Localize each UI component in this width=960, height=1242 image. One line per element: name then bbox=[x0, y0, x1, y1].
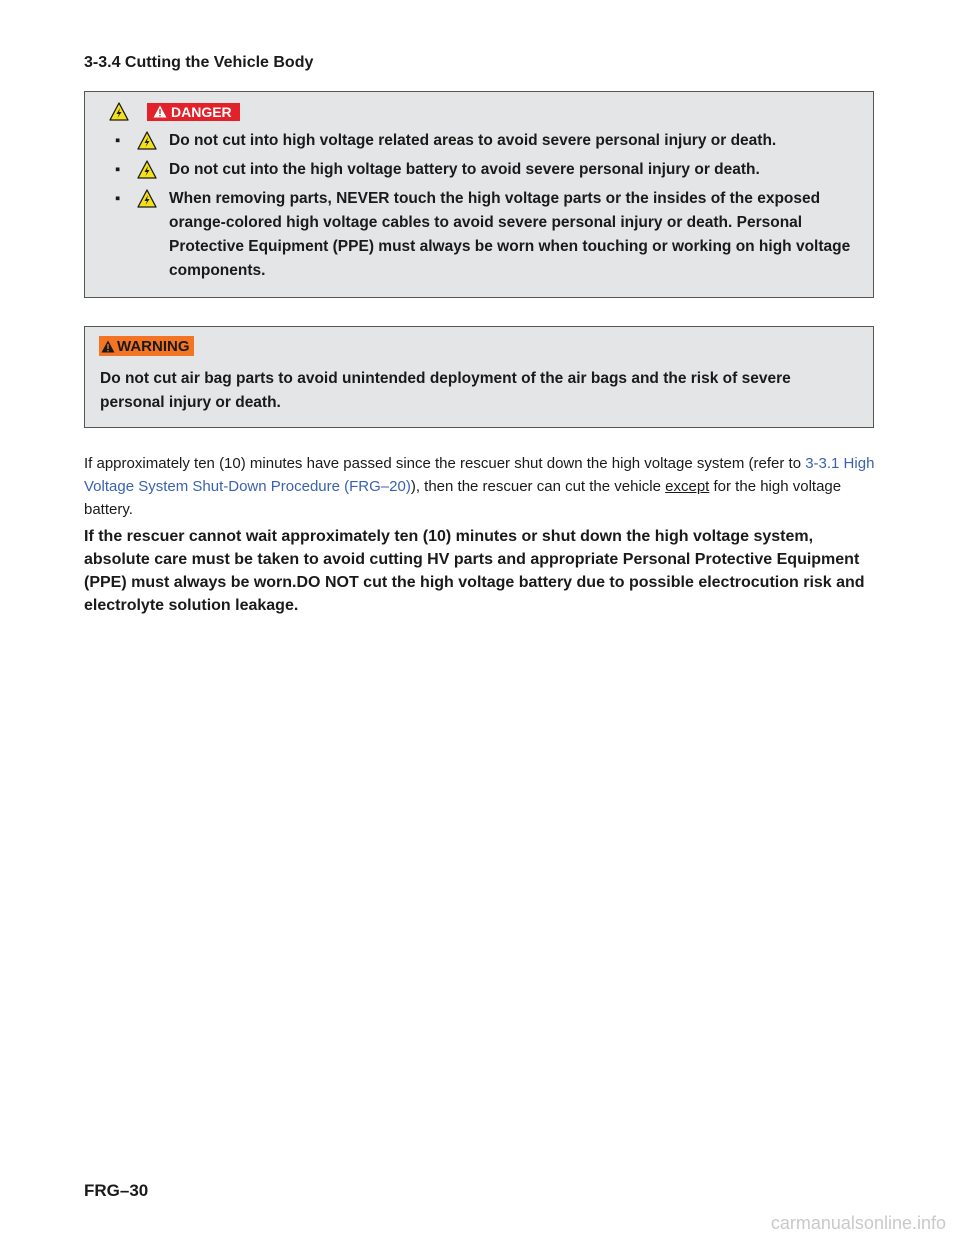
danger-item-text: Do not cut into the high voltage battery to avoid severe personal injury or death. bbox=[169, 161, 760, 178]
high-voltage-icon bbox=[137, 131, 157, 150]
section-title: 3-3.4 Cutting the Vehicle Body bbox=[84, 54, 314, 71]
warning-text: Do not cut air bag parts to avoid unintended deployment of the air bags and the risk of severe personal injury or death. bbox=[100, 370, 791, 411]
high-voltage-icon bbox=[137, 160, 157, 179]
alert-triangle-icon bbox=[153, 105, 167, 118]
bullet: ▪ bbox=[115, 161, 121, 178]
danger-box bbox=[84, 91, 874, 298]
warning-label bbox=[99, 336, 194, 356]
danger-item bbox=[115, 158, 865, 182]
danger-list bbox=[115, 129, 865, 288]
warning-box bbox=[84, 326, 874, 428]
para-text: If approximately ten (10) minutes have passed since the rescuer shut down the high voltage system (refer to bbox=[84, 455, 806, 472]
danger-label-text: DANGER bbox=[171, 103, 232, 120]
high-voltage-icon bbox=[109, 102, 129, 121]
para-text: ), then the rescuer can cut the vehicle bbox=[410, 478, 666, 495]
bullet: ▪ bbox=[115, 132, 121, 149]
body-paragraph bbox=[84, 452, 880, 521]
danger-item-text: Do not cut into high voltage related areas to avoid severe personal injury or death. bbox=[169, 132, 777, 149]
danger-item-text: When removing parts, NEVER touch the high voltage parts or the insides of the exposed orange-colored high voltage cables to avoid severe personal injury or death. Personal Protective Equipment (PPE) must always be worn when touching or working on high voltage components. bbox=[169, 190, 851, 279]
alert-triangle-icon bbox=[101, 340, 115, 353]
page-number: FRG–30 bbox=[84, 1181, 149, 1200]
bullet: ▪ bbox=[115, 190, 121, 207]
emphasis-text: except bbox=[665, 478, 710, 495]
caution-paragraph: If the rescuer cannot wait approximately ten (10) minutes or shut down the high voltage system, absolute care must be taken to avoid cutting HV parts and appropriate Personal Protective Equipment (PPE) must always be worn.DO NOT cut the high voltage battery due to possible electrocution risk and electrolyte solution leakage. bbox=[84, 528, 865, 614]
procedure-link[interactable]: 3-3.1 High Voltage System Shut-Down Procedure (FRG–20) bbox=[84, 455, 875, 495]
high-voltage-icon bbox=[137, 189, 157, 208]
danger-item bbox=[115, 129, 865, 153]
danger-label bbox=[147, 103, 240, 121]
watermark: carmanualsonline.info bbox=[770, 1213, 946, 1233]
warning-label-text: WARNING bbox=[117, 337, 190, 355]
danger-header bbox=[109, 102, 240, 121]
danger-item bbox=[115, 187, 865, 283]
para-text: for the high voltage battery. bbox=[84, 478, 842, 518]
